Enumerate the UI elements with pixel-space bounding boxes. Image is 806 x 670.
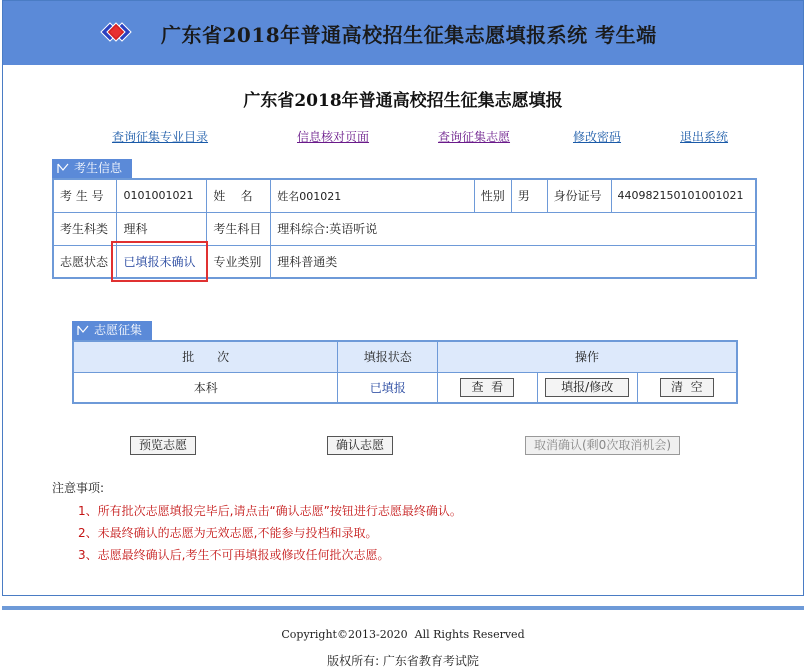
- footer-divider: [2, 606, 804, 610]
- major-type-value: 理科普通类: [271, 245, 756, 278]
- name-label: 姓 名: [207, 179, 271, 212]
- subject-value: 理科综合:英语听说: [271, 212, 756, 245]
- table-row: [53, 212, 756, 245]
- nav-query-majors-link[interactable]: 查询征集专业目录: [112, 130, 209, 144]
- page-title: 广东省2018年普通高校招生征集志愿填报: [243, 91, 563, 111]
- batch-header: 批 次: [73, 341, 338, 372]
- clear-button[interactable]: 清 空: [660, 378, 714, 397]
- fill-edit-button[interactable]: 填报/修改: [545, 378, 629, 397]
- category-label: 考生科类: [53, 212, 117, 245]
- volunteer-tab: [72, 321, 152, 340]
- table-header-row: [73, 341, 737, 372]
- gender-label: 性别: [474, 179, 511, 212]
- student-info-tab-label: 考生信息: [74, 161, 123, 175]
- copyright-text: Copyright©2013-2020 All Rights Reserved: [281, 628, 525, 641]
- nav-info-check-link[interactable]: 信息核对页面: [297, 130, 370, 144]
- corner-arrow-icon: [56, 161, 70, 175]
- preview-volunteer-button[interactable]: 预览志愿: [130, 436, 196, 455]
- confirm-volunteer-button[interactable]: 确认志愿: [327, 436, 393, 455]
- view-cell: [437, 372, 537, 403]
- clear-cell: [637, 372, 737, 403]
- note-item: 1、所有批次志愿填报完毕后,请点击“确认志愿”按钮进行志愿最终确认。: [78, 504, 462, 518]
- volunteer-status-value: 已填报未确认: [117, 245, 207, 278]
- student-info-tab: [52, 159, 132, 178]
- subject-label: 考生科目: [207, 212, 271, 245]
- exam-id-value: 0101001021: [117, 179, 207, 212]
- fill-status-cell: 已填报: [338, 372, 438, 403]
- student-info-table: [52, 178, 757, 279]
- corner-arrow-icon: [76, 323, 90, 337]
- nav-query-volunteer-link[interactable]: 查询征集志愿: [438, 130, 511, 144]
- status-header: 填报状态: [338, 341, 438, 372]
- volunteer-tab-label: 志愿征集: [94, 323, 143, 337]
- batch-cell: 本科: [73, 372, 338, 403]
- diamond-logo-icon: [91, 15, 141, 49]
- note-item: 3、志愿最终确认后,考生不可再填报或修改任何批次志愿。: [78, 548, 390, 562]
- edit-cell: [537, 372, 637, 403]
- owner-text: 版权所有: 广东省教育考试院: [327, 654, 479, 668]
- view-button[interactable]: 查 看: [460, 378, 514, 397]
- category-value: 理科: [117, 212, 207, 245]
- table-row: [53, 179, 756, 212]
- operations-header: 操作: [437, 341, 737, 372]
- nav-change-password-link[interactable]: 修改密码: [573, 130, 622, 144]
- id-card-value: 440982150101001021: [611, 179, 756, 212]
- volunteer-table: [72, 340, 738, 404]
- note-item: 2、未最终确认的志愿为无效志愿,不能参与投档和录取。: [78, 526, 378, 540]
- app-title: 广东省2018年普通高校招生征集志愿填报系统 考生端: [161, 23, 657, 47]
- table-row: [73, 372, 737, 403]
- name-value: 姓名001021: [271, 179, 475, 212]
- notes-title: 注意事项:: [52, 481, 105, 495]
- id-card-label: 身份证号: [547, 179, 611, 212]
- exam-id-label: 考 生 号: [53, 179, 117, 212]
- major-type-label: 专业类别: [207, 245, 271, 278]
- header-bar: [3, 1, 803, 65]
- cancel-confirm-button[interactable]: 取消确认(剩0次取消机会): [525, 436, 680, 455]
- gender-value: 男: [511, 179, 547, 212]
- table-row: [53, 245, 756, 278]
- nav-logout-link[interactable]: 退出系统: [680, 130, 729, 144]
- volunteer-status-label: 志愿状态: [53, 245, 117, 278]
